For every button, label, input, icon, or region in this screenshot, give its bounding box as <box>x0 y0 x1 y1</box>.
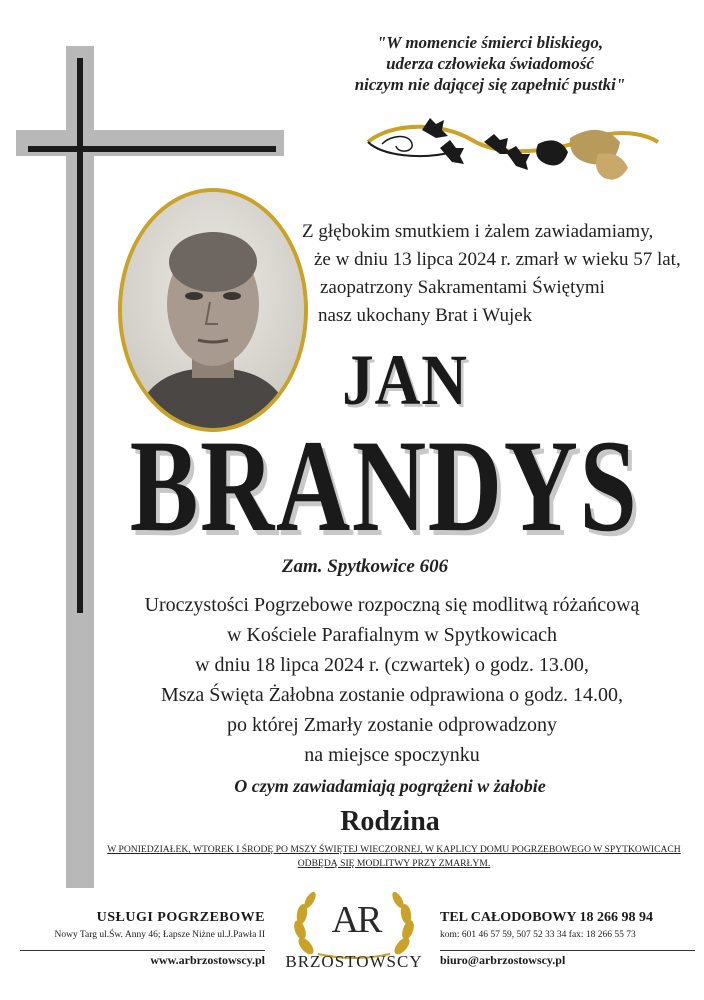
quote-line: niczym nie dającej się zapełnić pustki" <box>354 75 626 94</box>
quote-line: "W momencie śmierci bliskiego, <box>376 33 604 52</box>
funeral-details <box>92 590 692 770</box>
company-logo-mark: AR <box>331 899 381 941</box>
memorial-quote <box>300 32 680 95</box>
portrait-image-icon <box>122 192 304 428</box>
cross-horizontal-shadow <box>16 130 284 156</box>
prayer-notice <box>104 843 684 871</box>
intro-line: Z głębokim smutkiem i żalem zawiadamiamy, <box>302 221 654 242</box>
cross-vertical-bar <box>77 58 83 613</box>
company-address: Nowy Targ ul.Św. Anny 46; Łapsze Niżne ul.J.Pawła II <box>54 930 265 940</box>
funeral-line: Uroczystości Pogrzebowe rozpoczną się modlitwą różańcową <box>144 594 640 616</box>
cross-horizontal-bar <box>28 146 276 152</box>
intro-line: zaopatrzony Sakramentami Świętymi <box>320 277 605 298</box>
phone-24h: TEL CAŁODOBOWY 18 266 98 94 <box>440 910 654 925</box>
funeral-services-title: USŁUGI POGRZEBOWE <box>96 910 265 925</box>
notice-line: ODBĘDĄ SIĘ MODLITWY PRZY ZMARŁYM. <box>297 858 491 869</box>
announcement-intro <box>302 218 702 330</box>
deceased-last-name: BRANDYS <box>129 412 639 559</box>
website-link[interactable]: www.arbrzostowscy.pl <box>20 950 265 968</box>
residence: Zam. Spytkowice 606 <box>281 556 449 577</box>
intro-line: że w dniu 13 lipca 2024 r. zmarł w wieku 57 lat, <box>314 249 681 270</box>
mobile-fax-numbers: kom: 601 46 57 59, 507 52 33 34 fax: 18 266 55 73 <box>440 930 636 940</box>
funeral-line: w Kościele Parafialnym w Spytkowicach <box>227 624 557 646</box>
funeral-line: w dniu 18 lipca 2024 r. (czwartek) o godz. 13.00, <box>195 654 589 676</box>
email-link[interactable]: biuro@arbrzostowscy.pl <box>440 950 695 968</box>
funeral-line: Msza Święta Żałobna zostanie odprawiona o godz. 14.00, <box>160 684 624 706</box>
quote-line: uderza człowieka świadomość <box>386 54 594 73</box>
deceased-photo <box>118 188 308 432</box>
vine-ornament-icon <box>362 112 662 192</box>
notice-line: W PONIEDZIAŁEK, WTOREK I ŚRODĘ PO MSZY ŚWIĘTEJ WIECZORNEJ, W KAPLICY DOMU POGRZEBOWEGO W SPYTKOWICACH <box>107 844 681 855</box>
funeral-line: po której Zmarły zostanie odprowadzony <box>227 714 557 736</box>
intro-line: nasz ukochany Brat i Wujek <box>318 305 533 326</box>
family-signature: Rodzina <box>340 806 440 837</box>
funeral-line: na miejsce spoczynku <box>304 744 480 766</box>
company-logo-name: BRZOSTOWSCY <box>285 952 423 971</box>
sign-off: O czym zawiadamiają pogrążeni w żałobie <box>234 776 546 796</box>
deceased-first-name: JAN <box>342 340 468 420</box>
